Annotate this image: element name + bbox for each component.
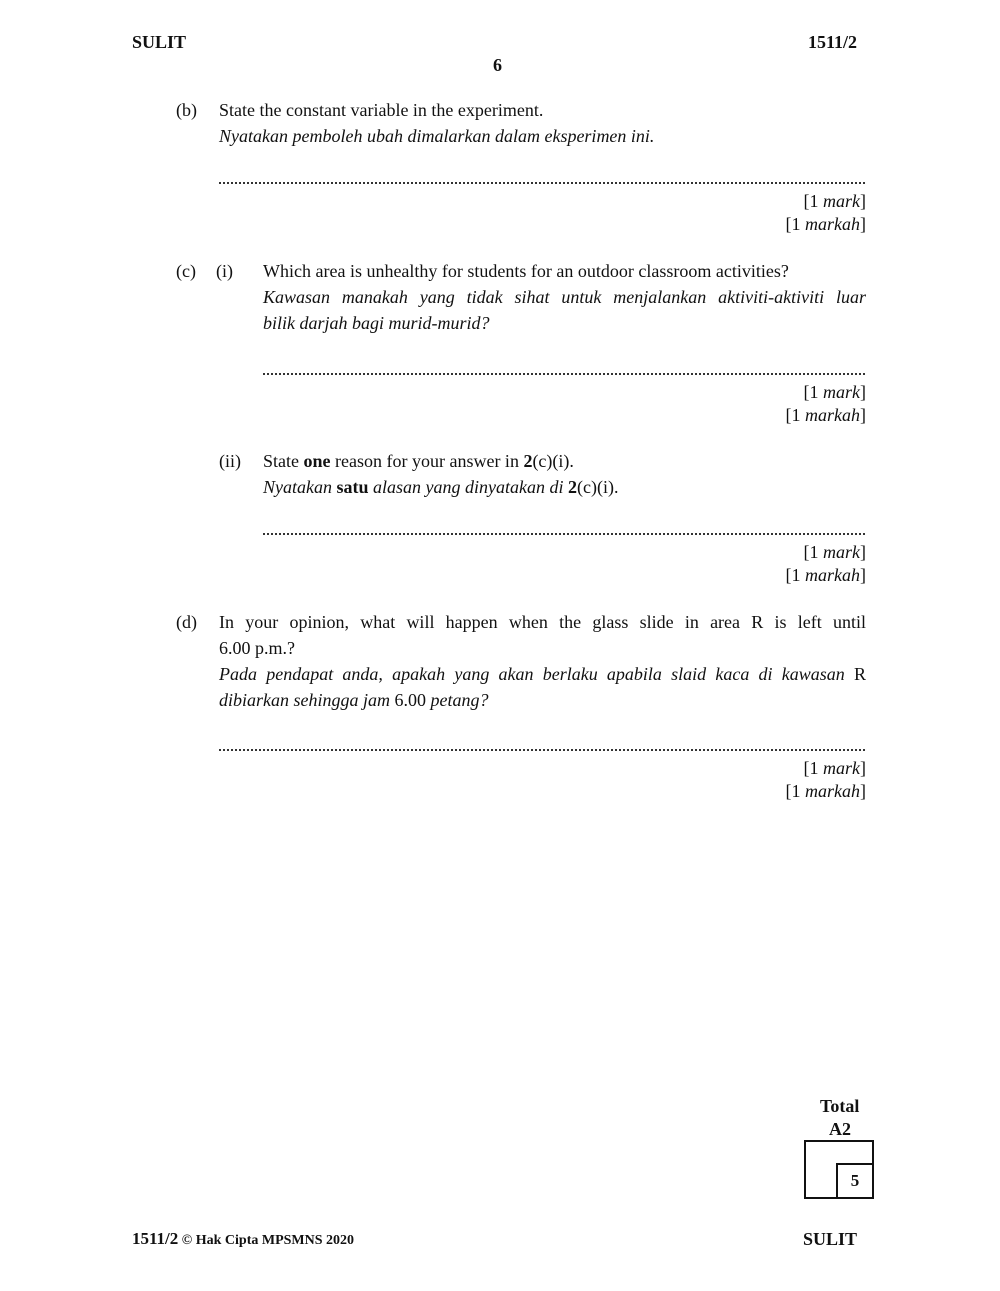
marks-c-ii: [1 mark] [1 markah] — [785, 542, 866, 585]
total-score-box — [804, 1140, 874, 1199]
marks-d: [1 mark] [1 markah] — [785, 758, 866, 801]
question-c-ii-label: (ii) — [219, 451, 241, 471]
question-d-malay-line2: dibiarkan sehingga jam 6.00 petang? — [219, 690, 489, 710]
total-code: A2 — [829, 1119, 851, 1139]
question-b-malay: Nyatakan pemboleh ubah dimalarkan dalam eksperimen ini. — [219, 126, 655, 146]
question-c-ii-english: State one reason for your answer in 2(c)(i). — [263, 451, 574, 471]
question-d-english-line2: 6.00 p.m.? — [219, 638, 295, 658]
question-c-i-malay-line1: Kawasan manakah yang tidak sihat untuk menjalankan aktiviti-aktiviti luar — [263, 287, 866, 307]
question-c-i-malay-line2: bilik darjah bagi murid-murid? — [263, 313, 490, 333]
question-d-label: (d) — [176, 612, 197, 632]
question-d-english-line1: In your opinion, what will happen when the glass slide in area R is left until — [219, 612, 866, 632]
header-sulit: SULIT — [132, 32, 187, 52]
answer-line-b[interactable] — [219, 182, 865, 184]
total-label: Total — [820, 1096, 860, 1116]
question-c-i-english: Which area is unhealthy for students for an outdoor classroom activities? — [263, 261, 789, 281]
answer-line-d[interactable] — [219, 749, 865, 751]
footer-copyright: 1511/2 © Hak Cipta MPSMNS 2020 — [132, 1229, 355, 1248]
question-b-english: State the constant variable in the experiment. — [219, 100, 544, 120]
question-c-ii-malay: Nyatakan satu alasan yang dinyatakan di 2(c)(i). — [263, 477, 619, 497]
footer-sulit: SULIT — [803, 1229, 858, 1249]
question-c-label: (c) — [176, 261, 196, 281]
page-number: 6 — [493, 55, 502, 75]
question-b-label: (b) — [176, 100, 197, 120]
answer-line-c-i[interactable] — [263, 373, 865, 375]
total-score: 5 — [836, 1163, 874, 1199]
marks-c-i: [1 mark] [1 markah] — [785, 382, 866, 425]
answer-line-c-ii[interactable] — [263, 533, 865, 535]
question-c-i-label: (i) — [216, 261, 233, 281]
header-paper-code: 1511/2 — [808, 32, 858, 52]
question-d-malay-line1: Pada pendapat anda, apakah yang akan berlaku apabila slaid kaca di kawasan R — [219, 664, 866, 684]
marks-b: [1 mark] [1 markah] — [785, 191, 866, 234]
